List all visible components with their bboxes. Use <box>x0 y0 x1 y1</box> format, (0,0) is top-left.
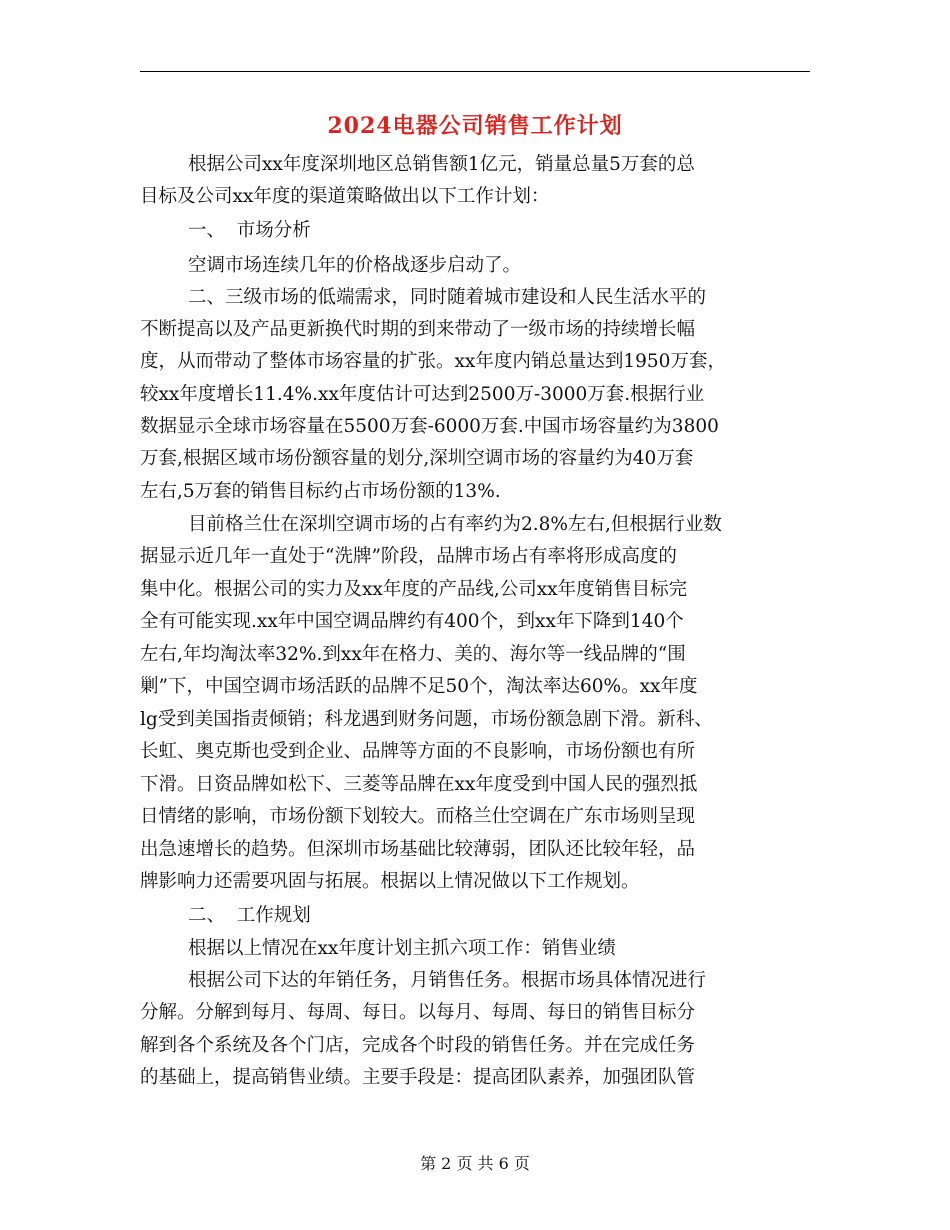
body-line: 出急速增长的趋势。但深圳市场基础比较薄弱，团队还比较年轻，品 <box>140 839 696 860</box>
body-line: 解到各个系统及各个门店，完成各个时段的销售任务。并在完成任务 <box>140 1035 696 1056</box>
body-line: 左右,5万套的销售目标约占市场份额的13%. <box>140 481 501 502</box>
body-line: 度，从而带动了整体市场容量的扩张。xx年度内销总量达到1950万套， <box>140 351 726 372</box>
body-line: 数据显示全球市场容量在5500万套-6000万套.中国市场容量约为3800 <box>140 416 719 437</box>
body-line: 目标及公司xx年度的渠道策略做出以下工作计划： <box>140 186 550 207</box>
body-line: 牌影响力还需要巩固与拓展。根据以上情况做以下工作规划。 <box>140 871 640 892</box>
body-line: 根据以上情况在xx年度计划主抓六项工作：销售业绩 <box>188 938 616 959</box>
body-line: 不断提高以及产品更新换代时期的到来带动了一级市场的持续增长幅 <box>140 319 696 340</box>
body-line: 集中化。根据公司的实力及xx年度的产品线,公司xx年度销售目标完 <box>140 579 688 600</box>
body-line: 据显示近几年一直处于“洗牌”阶段，品牌市场占有率将形成高度的 <box>140 546 677 567</box>
body-line: 根据公司下达的年销任务，月销售任务。根据市场具体情况进行 <box>188 970 707 991</box>
header-rule <box>140 71 810 72</box>
body-line: 二、三级市场的低端需求，同时随着城市建设和人民生活水平的 <box>188 287 707 308</box>
body-line: 的基础上，提高销售业绩。主要手段是：提高团队素养，加强团队管 <box>140 1067 696 1088</box>
body-line: 长虹、奥克斯也受到企业、品牌等方面的不良影响，市场份额也有所 <box>140 741 696 762</box>
body-line: 日情绪的影响，市场份额下划较大。而格兰仕空调在广东市场则呈现 <box>140 806 696 827</box>
body-line: 万套,根据区域市场份额容量的划分,深圳空调市场的容量约为40万套 <box>140 448 694 469</box>
body-line: 下滑。日资品牌如松下、三菱等品牌在xx年度受到中国人民的强烈抵 <box>140 774 698 795</box>
body-line: 左右,年均淘汰率32%.到xx年在格力、美的、海尔等一线品牌的“围 <box>140 644 686 665</box>
document-title: 2024电器公司销售工作计划 <box>327 113 623 139</box>
body-line: 剿”下，中国空调市场活跃的品牌不足50个，淘汰率达60%。xx年度 <box>140 676 698 697</box>
body-line: lg受到美国指责倾销；科龙遇到财务问题，市场份额急剧下滑。新科、 <box>140 709 713 730</box>
section-heading: 二、 工作规划 <box>188 905 311 926</box>
body-line: 分解。分解到每月、每周、每日。以每月、每周、每日的销售目标分 <box>140 1002 696 1023</box>
body-line: 较xx年度增长11.4%.xx年度估计可达到2500万-3000万套.根据行业 <box>140 384 705 405</box>
body-line: 空调市场连续几年的价格战逐步启动了。 <box>188 255 522 276</box>
page-number: 第 2 页 共 6 页 <box>420 1154 530 1173</box>
body-line: 目前格兰仕在深圳空调市场的占有率约为2.8%左右,但根据行业数 <box>188 514 722 535</box>
section-heading: 一、 市场分析 <box>188 220 311 241</box>
body-line: 根据公司xx年度深圳地区总销售额1亿元，销量总量5万套的总 <box>188 154 695 175</box>
body-line: 全有可能实现.xx年中国空调品牌约有400个，到xx年下降到140个 <box>140 611 684 632</box>
